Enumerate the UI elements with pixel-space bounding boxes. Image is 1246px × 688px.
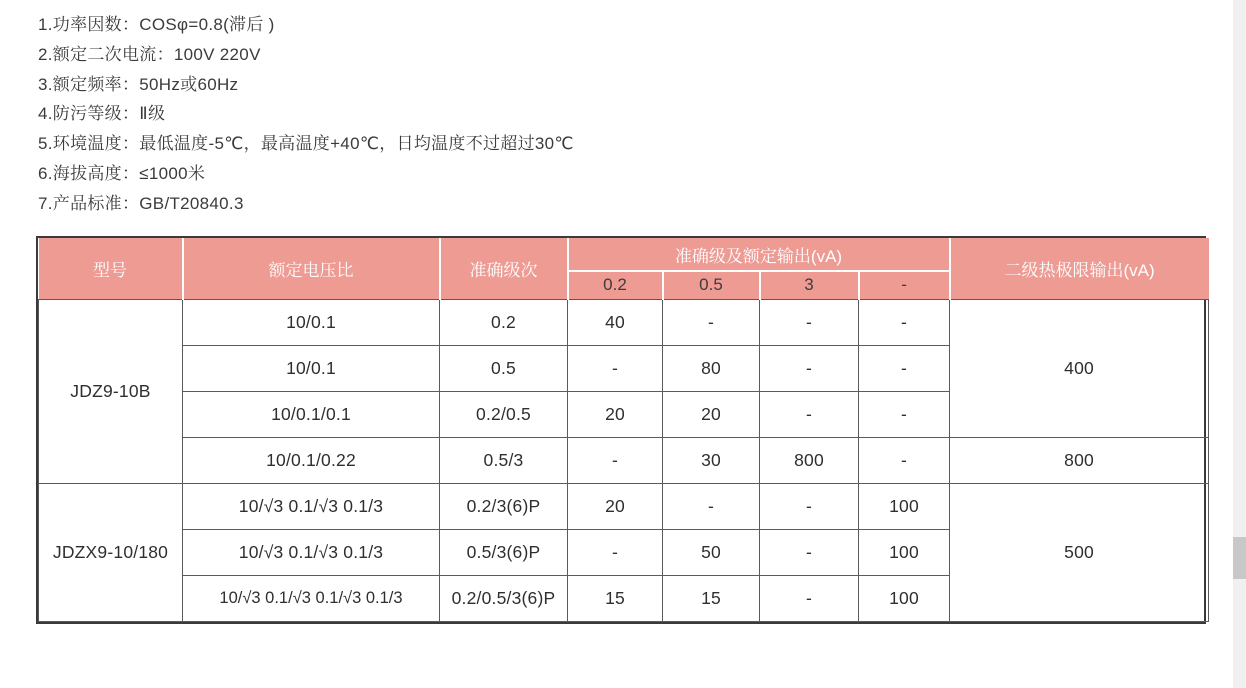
accuracy-cell: 0.2/0.5: [440, 391, 568, 437]
output-cell: -: [568, 437, 663, 483]
output-cell: -: [859, 299, 950, 345]
accuracy-cell: 0.5/3: [440, 437, 568, 483]
output-cell: -: [760, 391, 859, 437]
thermal-cell: 400: [950, 299, 1209, 437]
output-cell: 15: [663, 575, 760, 621]
ratio-cell: 10/0.1/0.22: [183, 437, 440, 483]
output-cell: 20: [568, 483, 663, 529]
output-cell: -: [663, 299, 760, 345]
spec-line-power-factor: 1.功率因数：COSφ=0.8(滞后 ): [38, 15, 275, 34]
accuracy-cell: 0.5/3(6)P: [440, 529, 568, 575]
spec-line-frequency: 3.额定频率：50Hz或60Hz: [38, 74, 239, 94]
output-cell: -: [760, 483, 859, 529]
spec-line-pollution-class: 4.防污等级：Ⅱ级: [38, 104, 166, 124]
ratio-cell: 10/0.1: [183, 345, 440, 391]
output-cell: -: [760, 299, 859, 345]
output-cell: -: [663, 483, 760, 529]
spec-table: [36, 236, 1206, 624]
table-row: [39, 437, 1209, 483]
output-cell: 100: [859, 483, 950, 529]
spec-line-ambient-temp: 5.环境温度：最低温度-5℃，最高温度+40℃，日均温度不过超过30℃: [38, 134, 574, 154]
ratio-cell: 10/√3 0.1/√3 0.1/√3 0.1/3: [183, 575, 440, 621]
header-thermal-limit: 二级热极限输出(vA): [950, 238, 1209, 299]
output-cell: 15: [568, 575, 663, 621]
accuracy-cell: 0.2: [440, 299, 568, 345]
spec-line-product-standard: 7.产品标准：GB/T20840.3: [38, 193, 244, 213]
subheader-col-0.5: 0.5: [663, 271, 760, 299]
thermal-cell: 500: [950, 483, 1209, 621]
output-cell: -: [859, 437, 950, 483]
output-cell: 80: [663, 345, 760, 391]
output-cell: -: [760, 345, 859, 391]
header-voltage-ratio: 额定电压比: [183, 238, 440, 299]
subheader-col-0.2: 0.2: [568, 271, 663, 299]
spec-line-altitude: 6.海拔高度：≤1000米: [38, 163, 206, 183]
output-cell: -: [568, 345, 663, 391]
ratings-table: [38, 238, 1209, 622]
output-cell: 100: [859, 529, 950, 575]
output-cell: 100: [859, 575, 950, 621]
header-accuracy-class: 准确级次: [440, 238, 568, 299]
output-cell: 30: [663, 437, 760, 483]
ratio-cell: 10/√3 0.1/√3 0.1/3: [183, 529, 440, 575]
header-accuracy-output-group: 准确级及额定输出(vA): [568, 238, 950, 271]
output-cell: 50: [663, 529, 760, 575]
subheader-col-3: 3: [760, 271, 859, 299]
header-model: 型号: [39, 238, 183, 299]
table-row: [39, 483, 1209, 529]
output-cell: 20: [568, 391, 663, 437]
spec-list: [38, 10, 574, 219]
accuracy-cell: 0.5: [440, 345, 568, 391]
accuracy-cell: 0.2/3(6)P: [440, 483, 568, 529]
table-row: [39, 299, 1209, 345]
subheader-col-dash: -: [859, 271, 950, 299]
output-cell: 40: [568, 299, 663, 345]
ratio-cell: 10/√3 0.1/√3 0.1/3: [183, 483, 440, 529]
thermal-cell: 800: [950, 437, 1209, 483]
ratio-cell: 10/0.1: [183, 299, 440, 345]
output-cell: -: [568, 529, 663, 575]
output-cell: 20: [663, 391, 760, 437]
accuracy-cell: 0.2/0.5/3(6)P: [440, 575, 568, 621]
output-cell: -: [760, 529, 859, 575]
output-cell: 800: [760, 437, 859, 483]
output-cell: -: [859, 345, 950, 391]
vertical-scrollbar-track[interactable]: [1233, 0, 1246, 688]
model-cell: JDZ9-10B: [39, 299, 183, 483]
model-cell: JDZX9-10/180: [39, 483, 183, 621]
ratio-cell: 10/0.1/0.1: [183, 391, 440, 437]
spec-line-secondary-current: 2.额定二次电流：100V 220V: [38, 44, 261, 64]
output-cell: -: [859, 391, 950, 437]
output-cell: -: [760, 575, 859, 621]
vertical-scrollbar-thumb[interactable]: [1233, 537, 1246, 579]
